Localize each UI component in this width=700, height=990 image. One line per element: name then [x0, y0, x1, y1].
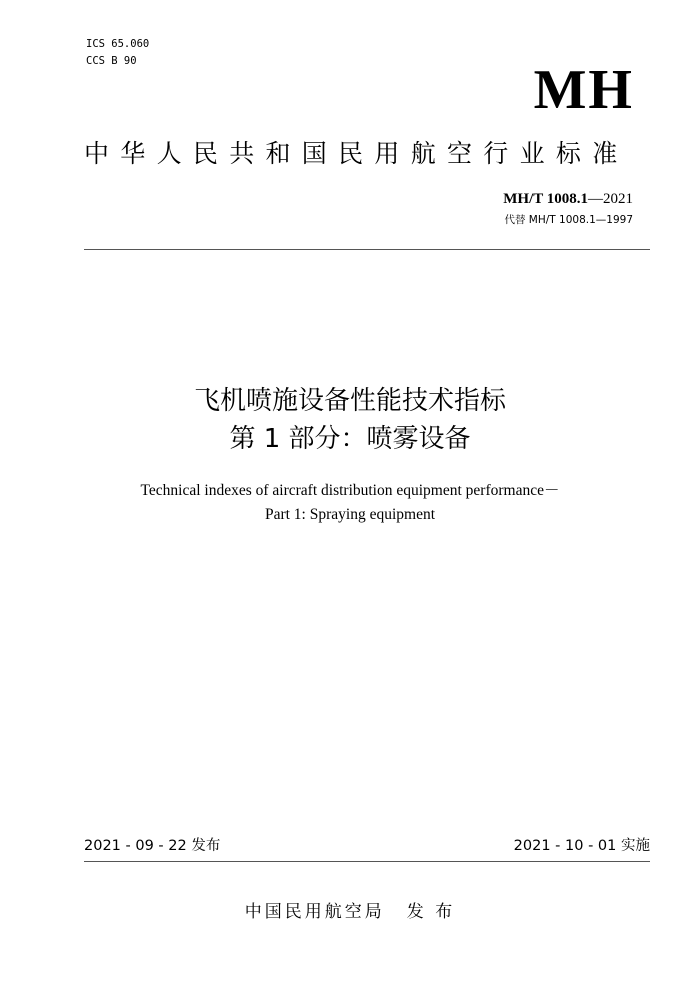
issuer-action: 发 布 — [406, 902, 456, 922]
title-en-line2: Part 1: Spraying equipment — [264, 506, 436, 523]
implementation-date: 2021 - 10 - 01 实施 — [513, 838, 650, 854]
title-en-line1: Technical indexes of aircraft distribution equipment performance－ — [140, 482, 560, 499]
mh-logo: MH — [533, 59, 634, 121]
standard-number — [503, 190, 633, 208]
standard-category: 中华人民共和国民用航空行业标准 — [84, 139, 629, 168]
issuer-line — [0, 901, 700, 923]
replaces-note: 代替 MH/T 1008.1—1997 — [504, 214, 633, 226]
classification-codes — [86, 36, 149, 70]
title-cn-line2: 第 1 部分：喷雾设备 — [229, 424, 471, 454]
title-cn-line1: 飞机喷施设备性能技术指标 — [193, 386, 506, 416]
ics-code: ICS 65.060 — [86, 38, 150, 50]
bottom-divider — [84, 861, 650, 862]
standard-year: —2021 — [588, 191, 633, 207]
top-divider — [84, 249, 650, 250]
issue-date: 2021 - 09 - 22 发布 — [84, 838, 221, 854]
issuer-name: 中国民用航空局 — [244, 902, 385, 922]
ccs-code: CCS B 90 — [86, 55, 137, 67]
standard-code: MH/T 1008.1 — [503, 191, 588, 207]
